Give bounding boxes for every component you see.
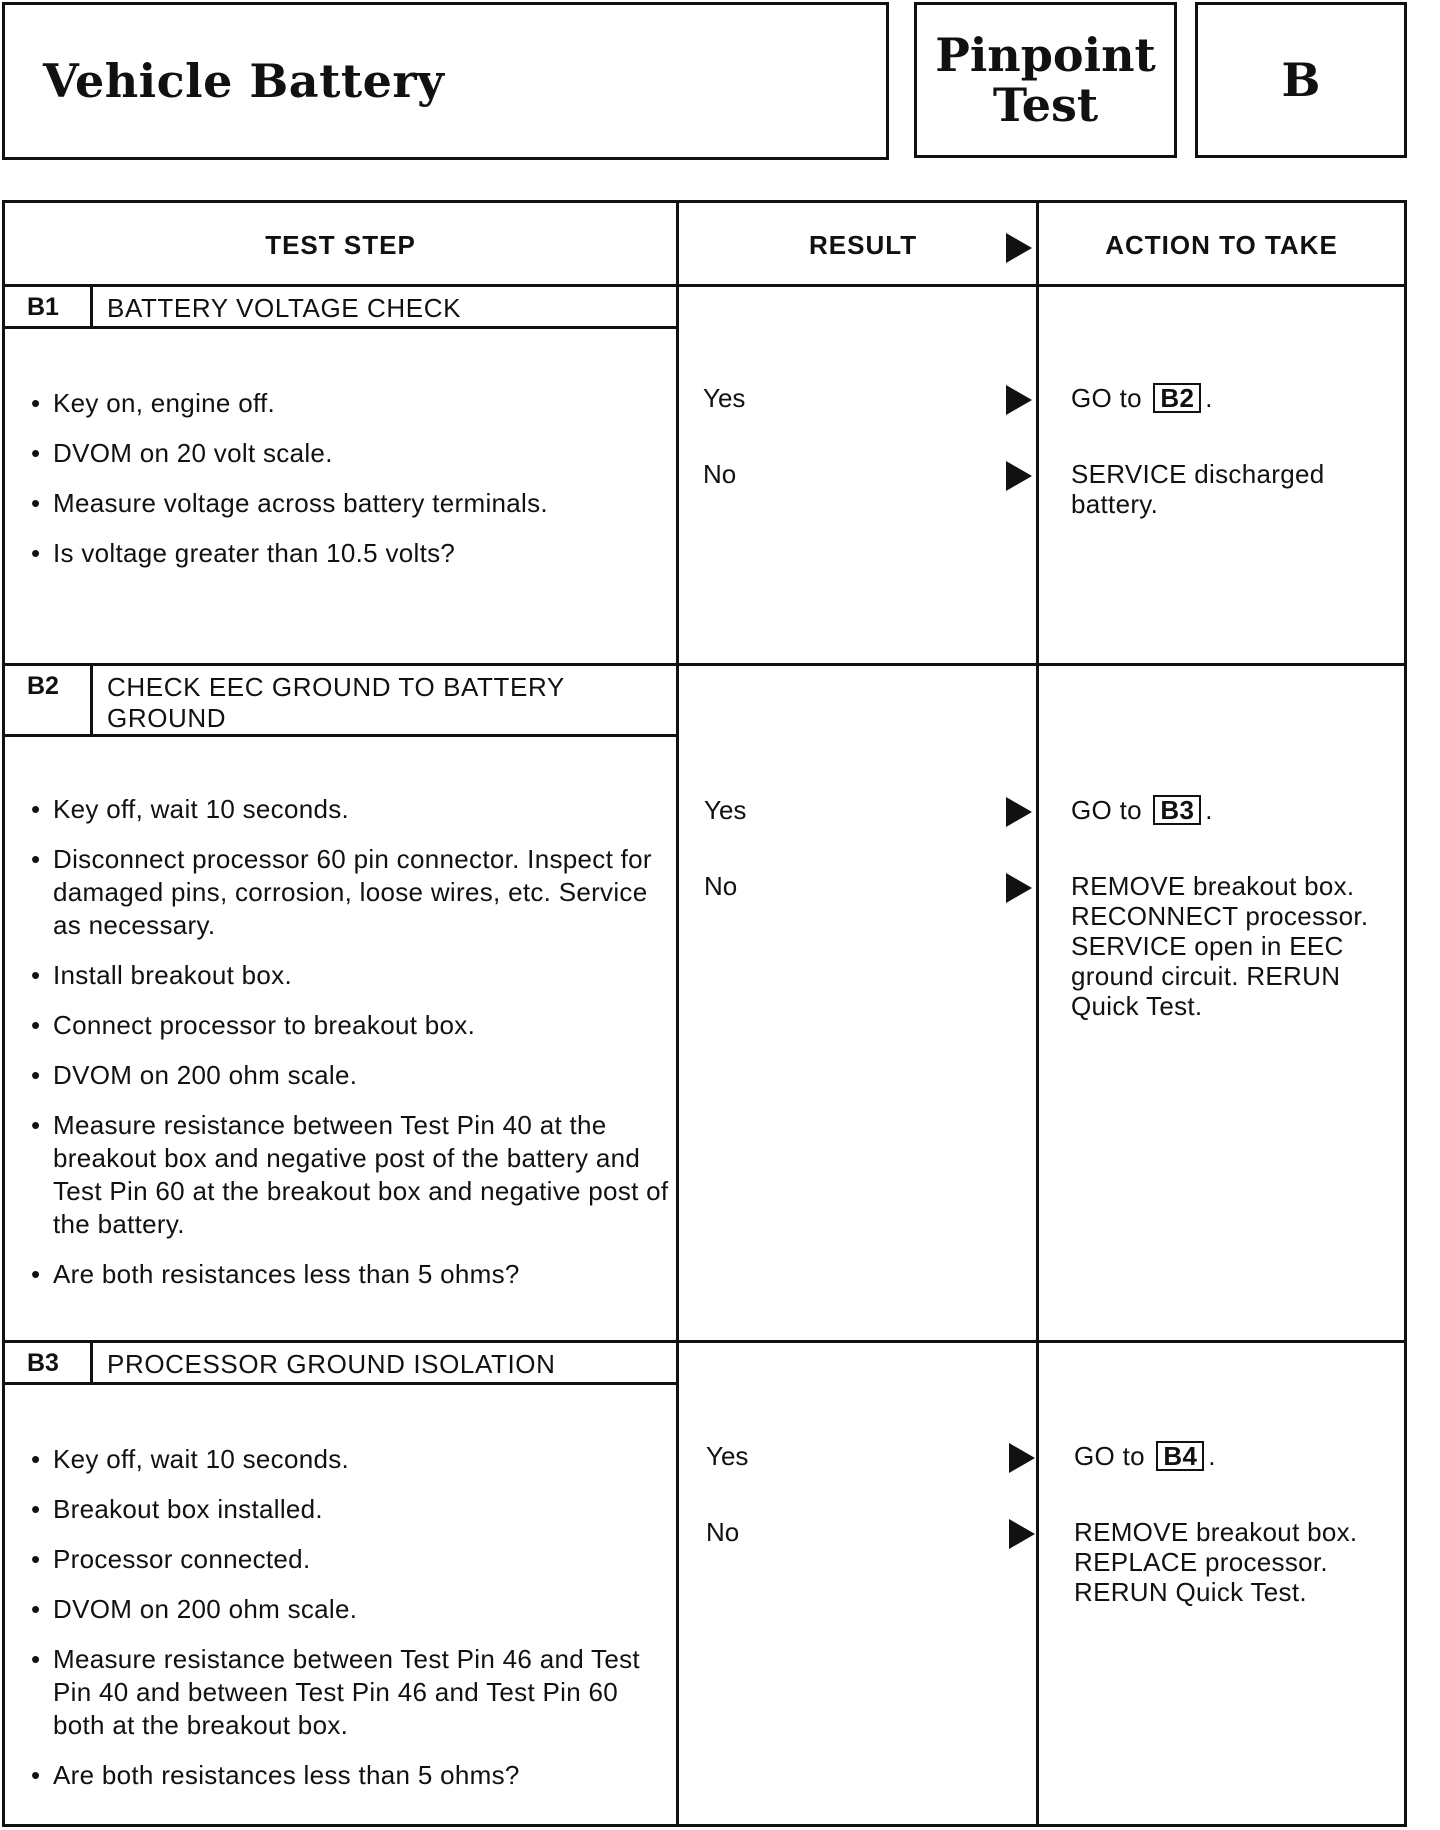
action-no: REMOVE breakout box. RECONNECT processor. SERVICE open in EEC ground circuit. RERUN Quick Test. <box>1071 871 1369 1021</box>
column-divider-action <box>1036 203 1039 1824</box>
header-test-step: TEST STEP <box>265 229 416 260</box>
step-b2-instructions <box>31 793 671 1308</box>
arrow-icon <box>1006 797 1032 827</box>
list-item: • Key on, engine off. <box>31 387 671 420</box>
list-item: • DVOM on 20 volt scale. <box>31 437 671 470</box>
list-item: • Processor connected. <box>31 1543 671 1576</box>
list-item: • Are both resistances less than 5 ohms? <box>31 1258 671 1291</box>
result-yes: Yes <box>703 383 746 413</box>
page-title: Vehicle Battery <box>43 54 445 108</box>
list-item: • Install breakout box. <box>31 959 671 992</box>
list-item: • Are both resistances less than 5 ohms? <box>31 1759 671 1792</box>
step-b1-instructions <box>31 387 671 587</box>
pinpoint-test-box <box>914 2 1177 158</box>
step-title-line: GROUND <box>107 703 227 733</box>
action-suffix: . <box>1205 383 1213 413</box>
arrow-icon <box>1006 461 1032 491</box>
test-letter-box <box>1195 2 1407 158</box>
header-arrow-icon <box>1006 233 1032 263</box>
action-suffix: . <box>1205 795 1213 825</box>
list-item: • Key off, wait 10 seconds. <box>31 793 671 826</box>
result-no: No <box>704 871 738 901</box>
action-text: GO to <box>1071 383 1142 413</box>
list-item: • DVOM on 200 ohm scale. <box>31 1059 671 1092</box>
step-title <box>93 666 565 734</box>
step-id: B3 <box>5 1343 93 1382</box>
step-ref-b2[interactable]: B2 <box>1153 383 1201 413</box>
pinpoint-table <box>2 200 1407 1827</box>
result-yes: Yes <box>704 795 747 825</box>
test-letter: B <box>1281 53 1321 107</box>
step-ref-b4[interactable]: B4 <box>1156 1441 1204 1471</box>
step-header-b1 <box>5 287 679 329</box>
action-no: SERVICE discharged battery. <box>1071 459 1325 519</box>
step-id: B1 <box>5 287 93 326</box>
step-header-b2 <box>5 666 679 737</box>
arrow-icon <box>1009 1519 1035 1549</box>
step-title-line: CHECK EEC GROUND TO BATTERY <box>107 672 565 702</box>
step-header-b3 <box>5 1343 679 1385</box>
test-label: Test <box>992 78 1099 132</box>
action-text: GO to <box>1071 795 1142 825</box>
list-item: • Disconnect processor 60 pin connector. Inspect for damaged pins, corrosion, loose wires, etc. Service as necessary. <box>31 843 671 942</box>
title-box <box>2 2 889 160</box>
list-item: • Measure voltage across battery terminals. <box>31 487 671 520</box>
arrow-icon <box>1006 873 1032 903</box>
step-title: PROCESSOR GROUND ISOLATION <box>107 1349 556 1379</box>
header-action: ACTION TO TAKE <box>1105 229 1338 260</box>
list-item: • Key off, wait 10 seconds. <box>31 1443 671 1476</box>
action-yes <box>1074 1441 1404 1471</box>
list-item: • Is voltage greater than 10.5 volts? <box>31 537 671 570</box>
action-yes <box>1071 383 1401 413</box>
action-no: REMOVE breakout box. REPLACE processor. RERUN Quick Test. <box>1074 1517 1358 1607</box>
result-no: No <box>703 459 737 489</box>
result-yes: Yes <box>706 1441 749 1471</box>
step-id: B2 <box>5 666 93 734</box>
list-item: • Connect processor to breakout box. <box>31 1009 671 1042</box>
action-text: GO to <box>1074 1441 1145 1471</box>
step-title: BATTERY VOLTAGE CHECK <box>107 293 462 323</box>
header-result: RESULT <box>809 229 918 260</box>
step-b3-instructions <box>31 1443 671 1809</box>
column-divider-result <box>676 203 679 1824</box>
result-no: No <box>706 1517 740 1547</box>
pinpoint-label: Pinpoint <box>935 28 1156 82</box>
action-suffix: . <box>1208 1441 1216 1471</box>
list-item: • DVOM on 200 ohm scale. <box>31 1593 671 1626</box>
list-item: • Measure resistance between Test Pin 40 at the breakout box and negative post of the battery and Test Pin 60 at the breakout box and negative post of the battery. <box>31 1109 671 1241</box>
action-yes <box>1071 795 1401 825</box>
list-item: • Measure resistance between Test Pin 46 and Test Pin 40 and between Test Pin 46 and Test Pin 60 both at the breakout box. <box>31 1643 671 1742</box>
arrow-icon <box>1006 385 1032 415</box>
step-ref-b3[interactable]: B3 <box>1153 795 1201 825</box>
list-item: • Breakout box installed. <box>31 1493 671 1526</box>
arrow-icon <box>1009 1443 1035 1473</box>
